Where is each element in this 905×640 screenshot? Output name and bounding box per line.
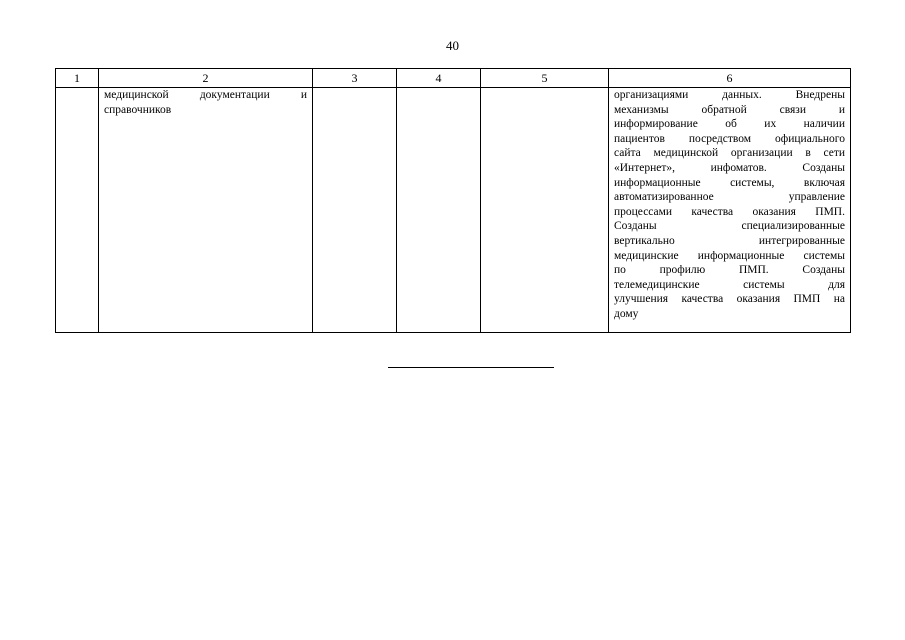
cell-col-2-text — [99, 88, 312, 117]
column-header-1: 1 — [56, 69, 99, 88]
page-number: 40 — [446, 38, 459, 53]
cell-col-3 — [313, 88, 397, 333]
cell-col-6-line: сайта медицинской организации в сети — [614, 147, 845, 160]
cell-col-5 — [481, 88, 609, 333]
cell-col-6-line: информирование об их наличии — [614, 118, 845, 131]
table-header-row — [56, 69, 851, 88]
cell-col-6-line: вертикально интегрированные — [614, 234, 845, 247]
cell-col-6-line: по профилю ПМП. Созданы — [614, 264, 845, 277]
cell-col-6-line: автоматизированное управление — [614, 191, 845, 204]
cell-col-6-line: «Интернет», инфоматов. Созданы — [614, 161, 845, 174]
cell-col-6-text — [609, 88, 850, 322]
cell-col-4 — [397, 88, 481, 333]
cell-col-6-line: механизмы обратной связи и — [614, 103, 845, 116]
cell-col-1 — [56, 88, 99, 333]
table-row — [56, 88, 851, 333]
column-header-2: 2 — [99, 69, 313, 88]
column-header-6: 6 — [609, 69, 851, 88]
cell-col-6-line: улучшения качества оказания ПМП на — [614, 293, 845, 306]
cell-col-6-line: пациентов посредством официального — [614, 132, 845, 145]
cell-col-6-line: организациями данных. Внедрены — [614, 89, 845, 101]
cell-col-6-line: телемедицинские системы для — [614, 278, 845, 291]
cell-col-6-line: информационные системы, включая — [614, 176, 845, 189]
cell-col-2-line: справочников — [104, 103, 172, 116]
end-of-section-rule — [388, 367, 554, 368]
cell-col-6-line: процессами качества оказания ПМП. — [614, 205, 845, 218]
cell-col-6-line: дому — [614, 307, 639, 320]
document-table — [55, 68, 851, 333]
cell-col-2-line: медицинской документации и — [104, 89, 307, 101]
column-header-3: 3 — [313, 69, 397, 88]
column-header-5: 5 — [481, 69, 609, 88]
cell-col-6-line: медицинские информационные системы — [614, 249, 845, 262]
cell-col-2 — [99, 88, 313, 333]
column-header-4: 4 — [397, 69, 481, 88]
cell-col-6-line: Созданы специализированные — [614, 220, 845, 233]
cell-col-6 — [609, 88, 851, 333]
